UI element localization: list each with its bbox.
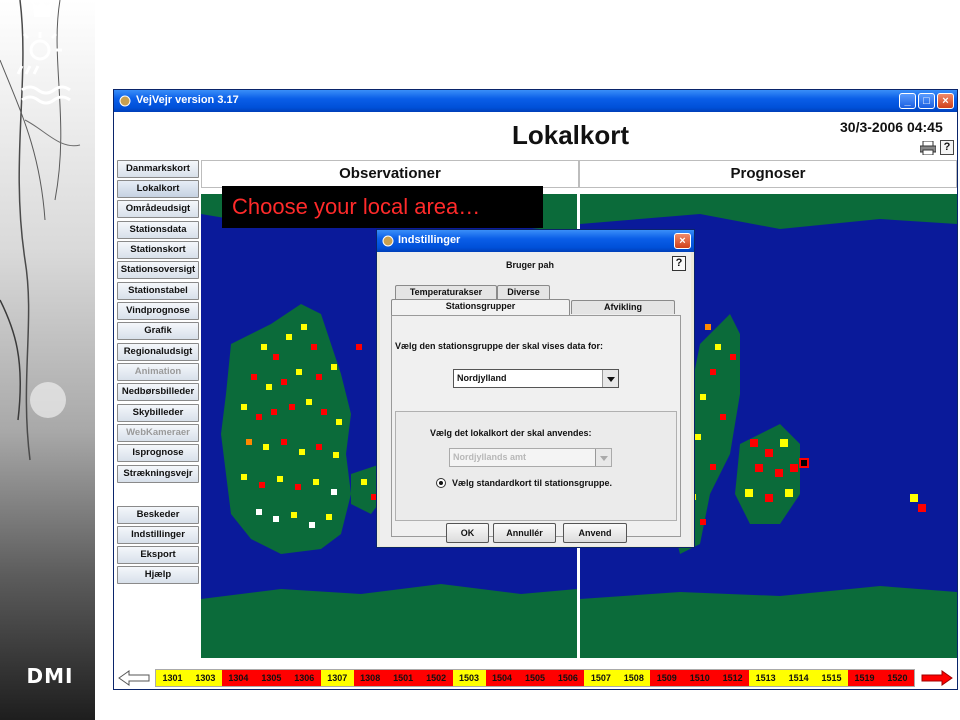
timeline-tick[interactable]: 1509 [650,670,683,686]
menu-item-regionaludsigt[interactable]: Regionaludsigt [117,343,199,361]
datetime-label: 30/3-2006 04:45 [840,119,943,135]
menu-item-danmarkskort[interactable]: Danmarkskort [117,160,199,178]
header [114,112,957,160]
menu-item-hjaelp[interactable]: Hjælp [117,566,199,584]
timeline-tick[interactable]: 1503 [453,670,486,686]
dialog-close-button[interactable]: × [674,233,691,249]
cancel-button[interactable]: Annullér [493,523,556,543]
station-group-value: Nordjylland [457,373,507,383]
timeline-tick[interactable]: 1515 [815,670,848,686]
help-icon[interactable]: ? [940,140,954,155]
menu-item-stationsdata[interactable]: Stationsdata [117,221,199,239]
timeline-tick[interactable]: 1504 [486,670,519,686]
dmi-logo [0,0,95,150]
tab-temperaturakser[interactable]: Temperaturakser [395,285,497,299]
apply-button[interactable]: Anvend [563,523,627,543]
menu-item-animation[interactable]: Animation [117,363,199,381]
tab-panel-stationsgrupper [391,315,681,537]
menu-item-vindprognose[interactable]: Vindprognose [117,302,199,320]
menu-item-stationstabel[interactable]: Stationstabel [117,282,199,300]
timeline-tick[interactable]: 1512 [716,670,749,686]
menu-item-skybilleder[interactable]: Skybilleder [117,404,199,422]
timeline-tick[interactable]: 1508 [617,670,650,686]
page-title: Lokalkort [512,120,630,150]
timeline-tick[interactable]: 1505 [518,670,551,686]
dialog-app-icon [381,234,395,248]
local-map-label: Vælg det lokalkort der skal anvendes: [430,428,592,438]
print-icon[interactable] [920,141,936,155]
timeline-tick[interactable]: 1506 [551,670,584,686]
forecast-panel-title: Prognoser [579,160,957,188]
dialog-title-bar[interactable] [377,230,694,252]
timeline-tick[interactable]: 1519 [848,670,881,686]
menu-item-eksport[interactable]: Eksport [117,546,199,564]
menu-item-indstillinger[interactable]: Indstillinger [117,526,199,544]
timeline-tick[interactable]: 1514 [782,670,815,686]
menu-item-straekningsvejr[interactable]: Strækningsvejr [117,465,199,483]
timeline-tick[interactable]: 1520 [881,670,914,686]
station-group-label: Vælg den stationsgruppe der skal vises data for: [395,341,604,351]
tab-diverse[interactable]: Diverse [497,285,550,299]
maximize-button[interactable]: □ [918,93,935,109]
window-title-bar[interactable] [114,90,957,112]
timeline-tick[interactable]: 1304 [222,670,255,686]
menu-item-isprognose[interactable]: Isprognose [117,444,199,462]
menu-item-stationskort[interactable]: Stationskort [117,241,199,259]
dialog-title: Indstillinger [398,234,461,246]
local-map-value: Nordjyllands amt [453,452,527,462]
menu-item-webkameraer[interactable]: WebKameraer [117,424,199,442]
side-menu [114,160,202,669]
arrow-right-icon[interactable] [920,670,954,686]
callout-banner: Choose your local area… [222,186,543,228]
chevron-down-icon[interactable] [602,370,618,387]
timeline-tick[interactable]: 1303 [189,670,222,686]
timeline-tick[interactable]: 1308 [354,670,387,686]
timeline-tick[interactable]: 1306 [288,670,321,686]
timeline-tick[interactable]: 1501 [387,670,420,686]
tab-afvikling[interactable]: Afvikling [571,300,675,314]
timeline-tick[interactable]: 1307 [321,670,354,686]
menu-item-grafik[interactable]: Grafik [117,322,199,340]
timeline-tick[interactable]: 1305 [255,670,288,686]
menu-item-stationsoversigt[interactable]: Stationsoversigt [117,261,199,279]
timeline-tick[interactable]: 1301 [156,670,189,686]
observations-panel-title: Observationer [201,160,579,188]
user-label: Bruger pah [505,260,554,270]
app-icon [118,94,132,108]
minimize-button[interactable]: _ [899,93,916,109]
menu-item-omraadeudsigt[interactable]: Områdeudsigt [117,200,199,218]
settings-dialog [376,229,695,548]
station-group-select[interactable] [453,369,619,388]
dialog-help-icon[interactable]: ? [672,256,686,271]
timeline-tick[interactable]: 1507 [584,670,617,686]
timeline-tick[interactable]: 1502 [420,670,453,686]
standard-map-radio-label: Vælg standardkort til stationsgruppe. [452,478,613,488]
menu-item-nedboersbilleder[interactable]: Nedbørsbilleder [117,383,199,401]
timeline-bar [114,667,957,689]
timeline-tick[interactable]: 1510 [683,670,716,686]
close-button[interactable]: × [937,93,954,109]
menu-item-lokalkort[interactable]: Lokalkort [117,180,199,198]
timeline-ticks [155,669,915,687]
window-title: VejVejr version 3.17 [136,94,239,106]
local-map-group [395,411,677,521]
menu-item-beskeder[interactable]: Beskeder [117,506,199,524]
chevron-down-icon[interactable] [595,449,611,466]
dialog-body [380,252,691,546]
tab-stationsgrupper[interactable]: Stationsgrupper [391,299,570,315]
standard-map-radio[interactable] [436,478,446,488]
local-map-select[interactable] [449,448,612,467]
decorative-photo-strip [0,0,95,720]
dmi-logo-text: DMI [26,664,74,688]
timeline-tick[interactable]: 1513 [749,670,782,686]
ok-button[interactable]: OK [446,523,489,543]
arrow-left-icon[interactable] [117,670,151,686]
